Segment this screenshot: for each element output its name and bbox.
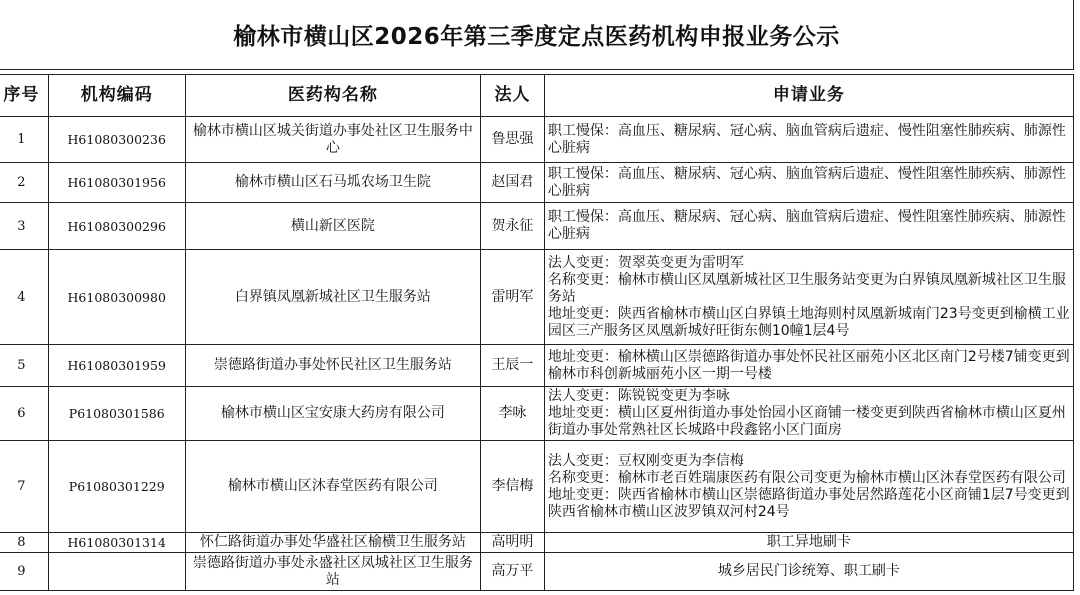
cell-code: H61080301314 [48, 533, 185, 553]
cell-code: H61080300296 [48, 203, 185, 250]
cell-seq: 8 [0, 533, 48, 553]
cell-seq: 9 [0, 553, 48, 591]
business-line: 法人变更：贺翠英变更为雷明军 [547, 254, 744, 271]
cell-name: 榆林市横山区沐春堂医药有限公司 [185, 441, 480, 533]
cell-business: 职工异地刷卡 [544, 533, 1073, 553]
cell-legal: 鲁思强 [481, 117, 545, 163]
cell-code: P61080301229 [48, 441, 185, 533]
cell-business: 地址变更：榆林横山区崇德路街道办事处怀民社区丽苑小区北区南门2号楼7铺变更到榆林市科创新城丽苑小区一期一号楼 [544, 345, 1073, 387]
header-business: 申请业务 [544, 75, 1073, 117]
cell-legal: 高万平 [481, 553, 545, 591]
header-name: 医药构名称 [185, 75, 480, 117]
table-row [0, 250, 1074, 345]
cell-code: H61080301956 [48, 163, 185, 203]
business-line: 法人变更：陈锐锐变更为李咏 [547, 388, 730, 404]
cell-seq: 6 [0, 387, 48, 441]
table-row [0, 117, 1074, 163]
cell-seq: 7 [0, 441, 48, 533]
table-row [0, 163, 1074, 203]
table-row [0, 203, 1074, 250]
cell-legal: 李咏 [481, 387, 545, 441]
cell-seq: 4 [0, 250, 48, 345]
cell-legal: 王辰一 [481, 345, 545, 387]
business-line: 地址变更：陕西省榆林市横山区崇德路街道办事处居然路莲花小区商铺1层7号变更到陕西省榆林市横山区波罗镇双河村24号 [547, 486, 1070, 520]
header-code: 机构编码 [48, 75, 185, 117]
cell-name: 榆林市横山区城关街道办事处社区卫生服务中心 [185, 117, 480, 163]
cell-name: 榆林市横山区石马坬农场卫生院 [185, 163, 480, 203]
cell-code: H61080301959 [48, 345, 185, 387]
header-legal: 法人 [481, 75, 545, 117]
cell-name: 榆林市横山区宝安康大药房有限公司 [185, 387, 480, 441]
cell-business: 城乡居民门诊统筹、职工刷卡 [544, 553, 1073, 591]
cell-code: H61080300236 [48, 117, 185, 163]
cell-seq: 3 [0, 203, 48, 250]
cell-seq: 2 [0, 163, 48, 203]
cell-name: 崇德路街道办事处永盛社区凤城社区卫生服务站 [185, 553, 480, 591]
cell-code: H61080300980 [48, 250, 185, 345]
institution-table [0, 74, 1074, 591]
cell-business: 职工慢保：高血压、糖尿病、冠心病、脑血管病后遗症、慢性阻塞性肺疾病、肺源性心脏病 [544, 163, 1073, 203]
business-line: 地址变更：横山区夏州街道办事处怡园小区商铺一楼变更到陕西省榆林市横山区夏州街道办事处常熟社区长城路中段鑫铭小区门面房 [547, 405, 1066, 438]
table-row [0, 387, 1074, 441]
cell-legal: 贺永征 [481, 203, 545, 250]
table-row [0, 553, 1074, 591]
table-row [0, 345, 1074, 387]
cell-legal: 李信梅 [481, 441, 545, 533]
cell-business: 职工慢保：高血压、糖尿病、冠心病、脑血管病后遗症、慢性阻塞性肺疾病、肺源性心脏病 [544, 117, 1073, 163]
page-title: 榆林市横山区2026年第三季度定点医药机构申报业务公示 [0, 0, 1074, 70]
cell-seq: 1 [0, 117, 48, 163]
table-row [0, 533, 1074, 553]
cell-code [48, 553, 185, 591]
cell-name: 白界镇凤凰新城社区卫生服务站 [185, 250, 480, 345]
business-line: 地址变更：陕西省榆林市横山区白界镇土地海则村凤凰新城南门23号变更到榆横工业园区三产服务区凤凰新城好旺街东侧10幢1层4号 [547, 305, 1070, 339]
table-row [0, 441, 1074, 533]
cell-legal: 高明明 [481, 533, 545, 553]
cell-business [544, 250, 1073, 345]
header-seq: 序号 [0, 75, 48, 117]
cell-seq: 5 [0, 345, 48, 387]
cell-business [544, 387, 1073, 441]
header-row [0, 75, 1074, 117]
cell-code: P61080301586 [48, 387, 185, 441]
cell-business: 职工慢保：高血压、糖尿病、冠心病、脑血管病后遗症、慢性阻塞性肺疾病、肺源性心脏病 [544, 203, 1073, 250]
cell-legal: 赵国君 [481, 163, 545, 203]
cell-name: 怀仁路街道办事处华盛社区榆横卫生服务站 [185, 533, 480, 553]
cell-legal: 雷明军 [481, 250, 545, 345]
cell-business [544, 441, 1073, 533]
cell-name: 崇德路街道办事处怀民社区卫生服务站 [185, 345, 480, 387]
business-line: 法人变更：豆权刚变更为李信梅 [547, 452, 744, 469]
cell-name: 横山新区医院 [185, 203, 480, 250]
business-line: 名称变更：榆林市老百姓瑞康医药有限公司变更为榆林市横山区沐春堂医药有限公司 [547, 469, 1066, 486]
business-line: 名称变更：榆林市横山区凤凰新城社区卫生服务站变更为白界镇凤凰新城社区卫生服务站 [547, 271, 1066, 305]
